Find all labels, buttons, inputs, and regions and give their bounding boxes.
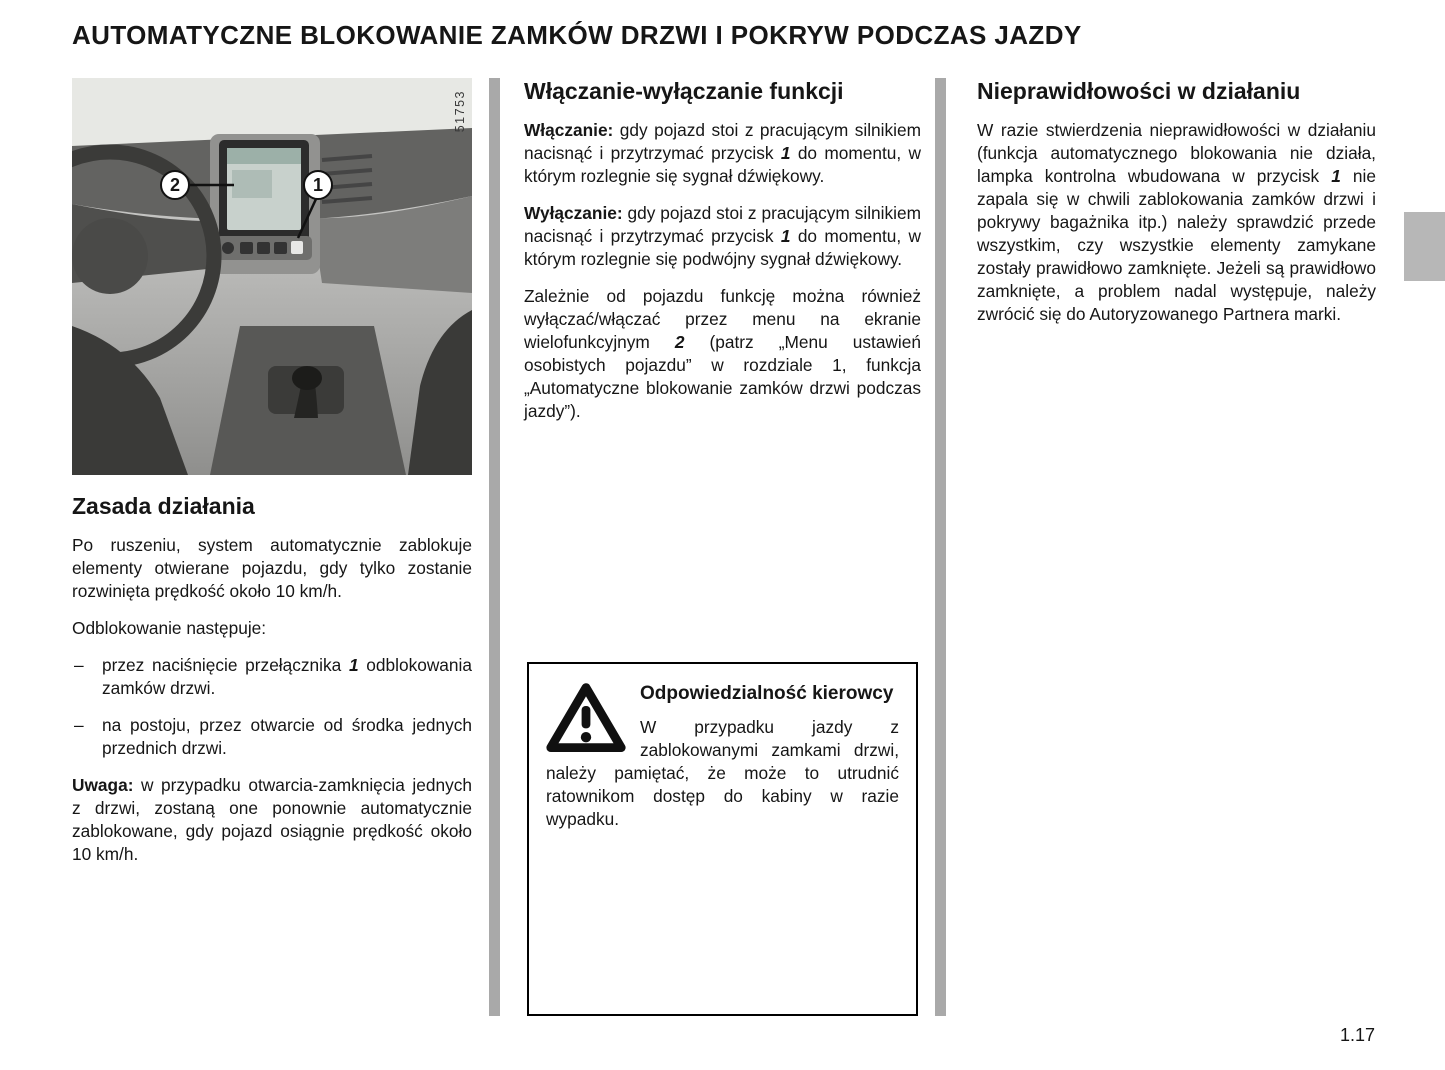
right-column [977, 78, 1376, 340]
page-title: AUTOMATYCZNE BLOKOWANIE ZAMKÓW DRZWI I POKRYW PODCZAS JAZDY [72, 20, 1082, 50]
bullet-dash: – [74, 715, 84, 735]
dashboard-photo [72, 78, 472, 475]
warning-box-text: W przypadku jazdy z zablokowanymi zamkami drzwi, należy pamiętać, że może to utrudnić ratownikom dostęp do kabiny w razie wypadku. [546, 717, 899, 829]
warning-box-heading: Odpowiedzialność kierowcy [640, 683, 894, 704]
column-divider-right [935, 78, 946, 1016]
column-divider-left [489, 78, 500, 1016]
paragraph: Po ruszeniu, system automatycznie zablokuje elementy otwierane pojazdu, gdy tylko zostanie rozwinięta prędkość około 10 km/h. [72, 535, 472, 601]
paragraph-enable: Włączanie: gdy pojazd stoi z pracującym silnikiem nacisnąć i przytrzymać przycisk 1 do momentu, w którym rozlegnie się sygnał dźwiękowy. [524, 120, 921, 186]
bullet-text: na postoju, przez otwarcie od środka jednych przednich drzwi. [102, 715, 472, 758]
note-paragraph: Uwaga: w przypadku otwarcia-zamknięcia jednych z drzwi, zostaną one ponownie automatycznie zablokowane, gdy pojazd osiągnie prędkość około 10 km/h. [72, 775, 472, 864]
paragraph-menu: Zależnie od pojazdu funkcję można również wyłączać/włączać przez menu na ekranie wielofunkcyjnym 2 (patrz „Menu ustawień osobistych pojazdu” w rozdziale 1, funkcja „Automatyczne blokowanie zamków drzwi podczas jazdy”). [524, 286, 921, 421]
page-edge-tab [1404, 212, 1445, 281]
dashboard-illustration [72, 78, 472, 475]
right-section-heading: Nieprawidłowości w działaniu [977, 78, 1301, 104]
bullet-unlock-switch [72, 654, 472, 700]
bullet-text: przez naciśnięcie przełącznika 1 odblokowania zamków drzwi. [102, 655, 472, 698]
callout-1-lock-switch: 1 [303, 170, 333, 200]
middle-column [524, 78, 921, 437]
driver-responsibility-warning-box [527, 662, 918, 1016]
bullet-dash: – [74, 655, 84, 675]
photo-reference-code: 51753 [453, 90, 467, 133]
page-number: 1.17 [1339, 1025, 1375, 1045]
warning-triangle-icon [546, 682, 626, 754]
middle-section-heading: Włączanie-wyłączanie funkcji [524, 78, 844, 104]
paragraph-malfunctions: W razie stwierdzenia nieprawidłowości w działaniu (funkcja automatycznego blokowania nie działa, lampka kontrolna wbudowana w przycisk 1 nie zapala się w chwili zablokowania zamków drzwi i pokrywy bagażnika itp.) należy sprawdzić przede wszystkim, czy wszystkie elementy zamykane zostały prawidłowo zamknięte. Jeżeli są prawidłowo zamknięte, a problem nadal występuje, należy zwrócić się do Autoryzowanego Partnera marki. [977, 120, 1376, 324]
left-section-heading: Zasada działania [72, 493, 255, 519]
bullet-open-door [72, 714, 472, 760]
left-column [72, 78, 472, 880]
callout-2-multifunction-screen: 2 [160, 170, 190, 200]
paragraph-disable: Wyłączanie: gdy pojazd stoi z pracującym silnikiem nacisnąć i przytrzymać przycisk 1 do momentu, w którym rozlegnie się podwójny sygnał dźwiękowy. [524, 203, 921, 269]
paragraph: Odblokowanie następuje: [72, 618, 267, 638]
